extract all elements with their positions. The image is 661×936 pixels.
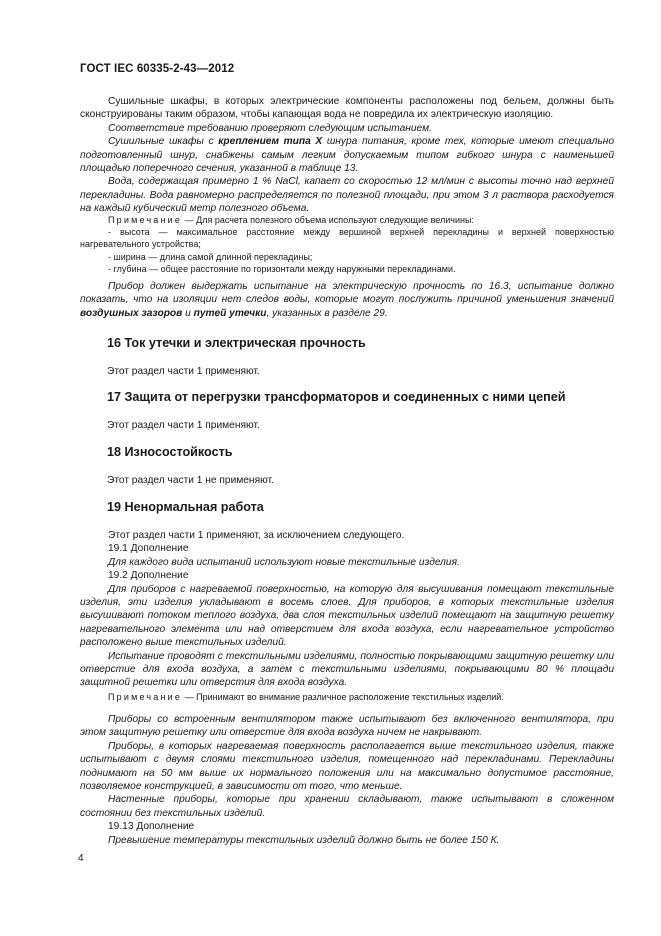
subsection-19-2: 19.2 Дополнение xyxy=(108,570,189,582)
term-creepage: путей утечки xyxy=(193,307,267,319)
section-18-text: Этот раздел части 1 не применяют. xyxy=(107,475,274,486)
section-18-title: 18 Износостойкость xyxy=(107,445,233,459)
intro-block xyxy=(80,95,614,216)
section-19-text: Этот раздел части 1 применяют, за исключением следующего. xyxy=(108,530,405,541)
section-17-text: Этот раздел части 1 применяют. xyxy=(107,420,260,431)
section-16-text: Этот раздел части 1 применяют. xyxy=(107,366,260,377)
note-item: - высота — максимальное расстояние между вершиной верхней перекладины и верхней поверхностью нагревательного устройства; xyxy=(80,227,614,250)
section-17-title: 17 Защита от перегрузки трансформаторов и соединенных с ними цепей xyxy=(107,390,566,404)
subsection-19-2-paragraph: Приборы, в которых нагреваемая поверхность располагается выше текстильного изделия, также испытывают с двумя слоями текстильного изделия, помещенного над перекладинами. Перекладины поднимают на 50 мм выше их нормального положения или на максимально допустимое расстояние, позволяемое конструкцией, в зависимости от того, что меньше. xyxy=(80,740,614,793)
subsection-19-1: 19.1 Дополнение xyxy=(108,543,189,555)
note-item: - ширина — длина самой длинной перекладины; xyxy=(108,251,313,262)
paragraph-electric-strength: Прибор должен выдержать испытание на электрическую прочность по 16.3, испытание должно показать, что на изоляции нет следов воды, которые могут послужить причиной уменьшения значений воздушных зазоров и путей утечки, указанных в разделе 29. xyxy=(80,281,614,319)
subsection-19-2-paragraph: Для приборов с нагреваемой поверхностью, на которую для высушивания помещают текстильные изделия, эти изделия укладывают в восемь слоев. Для приборов, в которых текстильные изделия высушивают потоком теплого воздуха, два слоя текстильных изделий помещают на защитную решетку нагревательного элемента или над отверстием для входа воздуха, если нагревательное устройство расположено выше текстильных изделий. xyxy=(80,583,614,649)
section-16-title: 16 Ток утечки и электрическая прочность xyxy=(107,336,366,350)
note-item: - глубина — общее расстояние по горизонтали между наружными перекладинами. xyxy=(108,263,456,274)
note-lead: Примечание xyxy=(108,215,183,225)
note-textiles: Примечание — Принимают во внимание различное расположение текстильных изделий. xyxy=(108,692,504,702)
subsection-19-2-paragraph: Испытание проводят с текстильными изделиями, полностью покрывающими защитную решетку или отверстие для входа воздуха, а затем с текстильными изделиями, покрывающими 80 % площади защитной решетки или отверстия для входа воздуха. xyxy=(80,650,614,689)
subsection-19-13: 19.13 Дополнение xyxy=(108,821,195,833)
subsection-19-2-paragraph: Приборы со встроенным вентилятором также испытывают без включенного вентилятора, при этом защитную решетку или отверстие для входа воздуха ничем не накрывают. xyxy=(80,714,614,739)
subsection-19-2-paragraph: Настенные приборы, которые при хранении складывают, также испытывают в сложенном состоянии без текстильных изделий. xyxy=(80,794,614,819)
document-header: ГОСТ IEC 60335-2-43—2012 xyxy=(80,63,235,75)
note-volume: Примечание — Для расчета полезного объема используют следующие величины: - высота — максимальное расстояние между вершиной верхней перекладины и верхней поверхностью нагревательного устройства; - ширина — длина самой длинной перекладины; - глубина — общее расстояние по горизонтали между наружными перекладинами. xyxy=(80,215,614,274)
section-19-body-continued xyxy=(80,713,614,847)
page-number: 4 xyxy=(78,853,84,864)
section-19-body xyxy=(80,529,614,690)
note-lead: Примечание xyxy=(108,692,183,702)
paragraph-type-x: Сушильные шкафы с креплением типа X шнура питания, кроме тех, которые имеют специально подготовленный шнур, снабжены самым легким допускаемым типом гибкого шнура с наименьшей площадью поперечного сечения, указанной в таблице 13. xyxy=(80,136,614,175)
section-19-title: 19 Ненормальная работа xyxy=(107,500,264,514)
paragraph-water-nacl: Вода, содержащая примерно 1 % NaCl, капает со скоростью 12 мл/мин с высоты точно над верхней перекладины. Вода равномерно распределяется по полезной площади, при этом 3 л раствора расходуется на каждый кубический метр полезного объема. xyxy=(80,176,614,215)
term-clearances: воздушных зазоров xyxy=(80,307,183,319)
subsection-19-13-text: Превышение температуры текстильных изделий должно быть не более 150 К. xyxy=(108,834,500,846)
paragraph-electric-strength-block xyxy=(80,280,614,320)
paragraph-dryer-construction: Сушильные шкафы, в которых электрические компоненты расположены под бельем, должны быть сконструированы таким образом, чтобы капающая вода не повредила их электрическую изоляцию. xyxy=(80,96,614,121)
subsection-19-1-text: Для каждого вида испытаний используют новые текстильные изделия. xyxy=(108,556,460,568)
term-type-x: креплением типа X xyxy=(218,136,323,148)
paragraph-compliance: Соответствие требованию проверяют следующим испытанием. xyxy=(108,122,432,134)
